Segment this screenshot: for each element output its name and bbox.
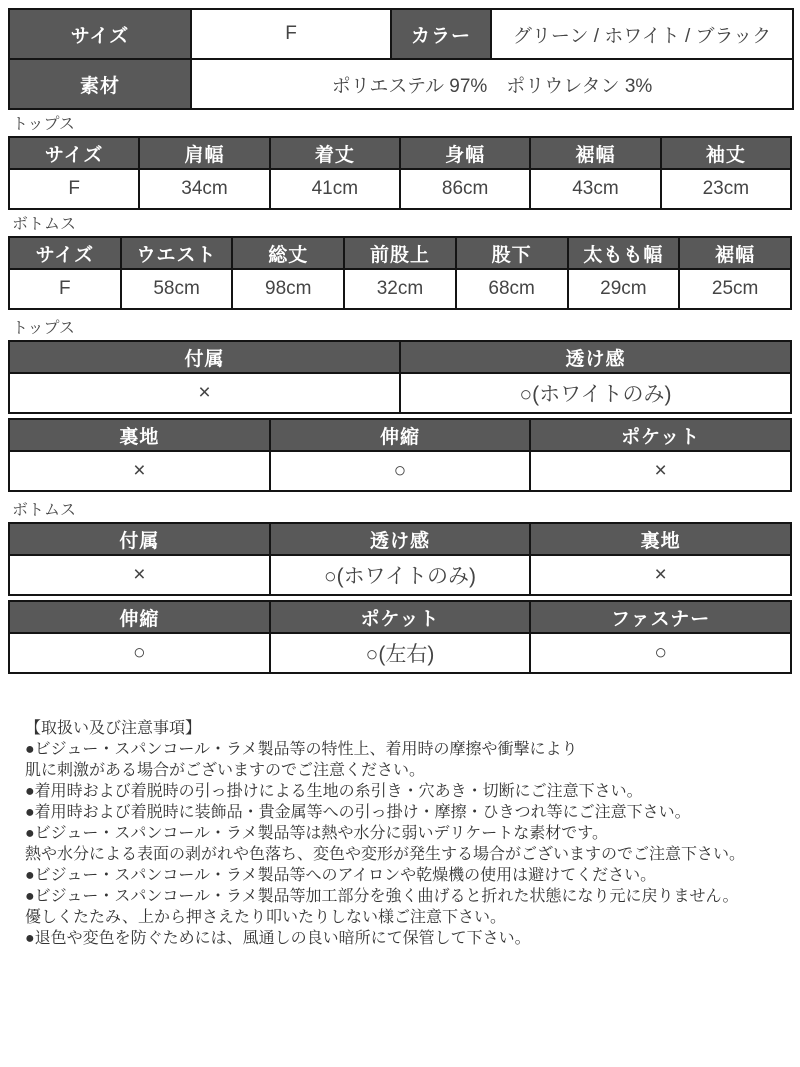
measurement-cell: F xyxy=(9,169,139,209)
care-note-line: ●退色や変色を防ぐためには、風通しの良い暗所にて保管して下さい。 xyxy=(25,930,531,947)
column-header: 裾幅 xyxy=(530,137,660,169)
care-notes xyxy=(25,718,792,949)
feature-value: × xyxy=(9,451,270,491)
feature-value: ○ xyxy=(270,451,531,491)
tops-features-table-2 xyxy=(8,418,792,492)
feature-value: ○ xyxy=(530,633,791,673)
care-note-line: ●ビジュー・スパンコール・ラメ製品等は熱や水分に弱いデリケートな素材です。 xyxy=(25,825,608,842)
feature-value: × xyxy=(9,555,270,595)
table-row xyxy=(9,555,791,595)
feature-value: × xyxy=(530,451,791,491)
measurement-cell: F xyxy=(9,269,121,309)
measurement-cell: 41cm xyxy=(270,169,400,209)
care-note-line: 優しくたたみ、上から押さえたり叩いたりしない様ご注意下さい。 xyxy=(25,909,506,926)
measurement-cell: 29cm xyxy=(568,269,680,309)
column-header: 総丈 xyxy=(232,237,344,269)
bottoms-measurements-label: ボトムス xyxy=(12,216,77,233)
feature-value: × xyxy=(9,373,400,413)
column-header: 太もも幅 xyxy=(568,237,680,269)
column-header: 着丈 xyxy=(270,137,400,169)
care-note-line: ●ビジュー・スパンコール・ラメ製品等へのアイロンや乾燥機の使用は避けてください。 xyxy=(25,867,657,884)
feature-header: 裏地 xyxy=(9,419,270,451)
table-row xyxy=(9,373,791,413)
material-header-cell: 素材 xyxy=(9,59,191,109)
care-note-line: ●着用時および着脱時に装飾品・貴金属等への引っ掛け・摩擦・ひきつれ等にご注意下さい。 xyxy=(25,804,691,821)
table-row xyxy=(9,169,791,209)
measurement-cell: 43cm xyxy=(530,169,660,209)
care-note-line: 熱や水分による表面の剥がれや色落ち、変色や変形が発生する場合がございますのでご注意下さい。 xyxy=(25,846,746,863)
bottoms-features-table-1 xyxy=(8,522,792,596)
feature-header: 付属 xyxy=(9,523,270,555)
care-note-line: ●着用時および着脱時の引っ掛けによる生地の糸引き・穴あき・切断にご注意下さい。 xyxy=(25,783,643,800)
feature-value: ○ xyxy=(9,633,270,673)
table-row xyxy=(9,633,791,673)
feature-value: ○(ホワイトのみ) xyxy=(400,373,791,413)
column-header: サイズ xyxy=(9,137,139,169)
color-header-cell: カラー xyxy=(391,9,491,59)
measurement-cell: 58cm xyxy=(121,269,233,309)
column-header: 肩幅 xyxy=(139,137,269,169)
column-header: 前股上 xyxy=(344,237,456,269)
care-notes-title: 【取扱い及び注意事項】 xyxy=(25,720,202,737)
measurement-cell: 23cm xyxy=(661,169,791,209)
column-header: 裾幅 xyxy=(679,237,791,269)
feature-header: 付属 xyxy=(9,341,400,373)
measurement-cell: 86cm xyxy=(400,169,530,209)
measurement-cell: 98cm xyxy=(232,269,344,309)
table-row xyxy=(9,269,791,309)
feature-header: 伸縮 xyxy=(270,419,531,451)
care-note-line: ●ビジュー・スパンコール・ラメ製品等加工部分を強く曲げると折れた状態になり元に戻りません。 xyxy=(25,888,739,905)
feature-value: × xyxy=(530,555,791,595)
feature-header: 伸縮 xyxy=(9,601,270,633)
column-header: ウエスト xyxy=(121,237,233,269)
care-note-line: 肌に刺激がある場合がございますのでご注意ください。 xyxy=(25,762,426,779)
feature-header: ポケット xyxy=(270,601,531,633)
feature-header: 裏地 xyxy=(530,523,791,555)
material-value-cell: ポリエステル 97% ポリウレタン 3% xyxy=(191,59,793,109)
column-header: 股下 xyxy=(456,237,568,269)
measurement-cell: 25cm xyxy=(679,269,791,309)
measurement-cell: 32cm xyxy=(344,269,456,309)
measurement-cell: 68cm xyxy=(456,269,568,309)
table-row xyxy=(9,451,791,491)
feature-value: ○(ホワイトのみ) xyxy=(270,555,531,595)
tops-features-label: トップス xyxy=(12,320,75,337)
tops-measurements-label: トップス xyxy=(12,116,75,133)
column-header: サイズ xyxy=(9,237,121,269)
care-note-line: ●ビジュー・スパンコール・ラメ製品等の特性上、着用時の摩擦や衝撃により xyxy=(25,741,578,758)
measurement-cell: 34cm xyxy=(139,169,269,209)
column-header: 身幅 xyxy=(400,137,530,169)
feature-header: 透け感 xyxy=(270,523,531,555)
bottoms-features-table-2 xyxy=(8,600,792,674)
feature-header: ポケット xyxy=(530,419,791,451)
color-value-cell: グリーン / ホワイト / ブラック xyxy=(491,9,793,59)
spec-table xyxy=(8,8,794,110)
column-header: 袖丈 xyxy=(661,137,791,169)
feature-value: ○(左右) xyxy=(270,633,531,673)
bottoms-features-label: ボトムス xyxy=(12,502,77,519)
feature-header: 透け感 xyxy=(400,341,791,373)
bottoms-measurements-table xyxy=(8,236,792,310)
size-header-cell: サイズ xyxy=(9,9,191,59)
size-value-cell: F xyxy=(191,9,391,59)
feature-header: ファスナー xyxy=(530,601,791,633)
tops-features-table-1 xyxy=(8,340,792,414)
tops-measurements-table xyxy=(8,136,792,210)
